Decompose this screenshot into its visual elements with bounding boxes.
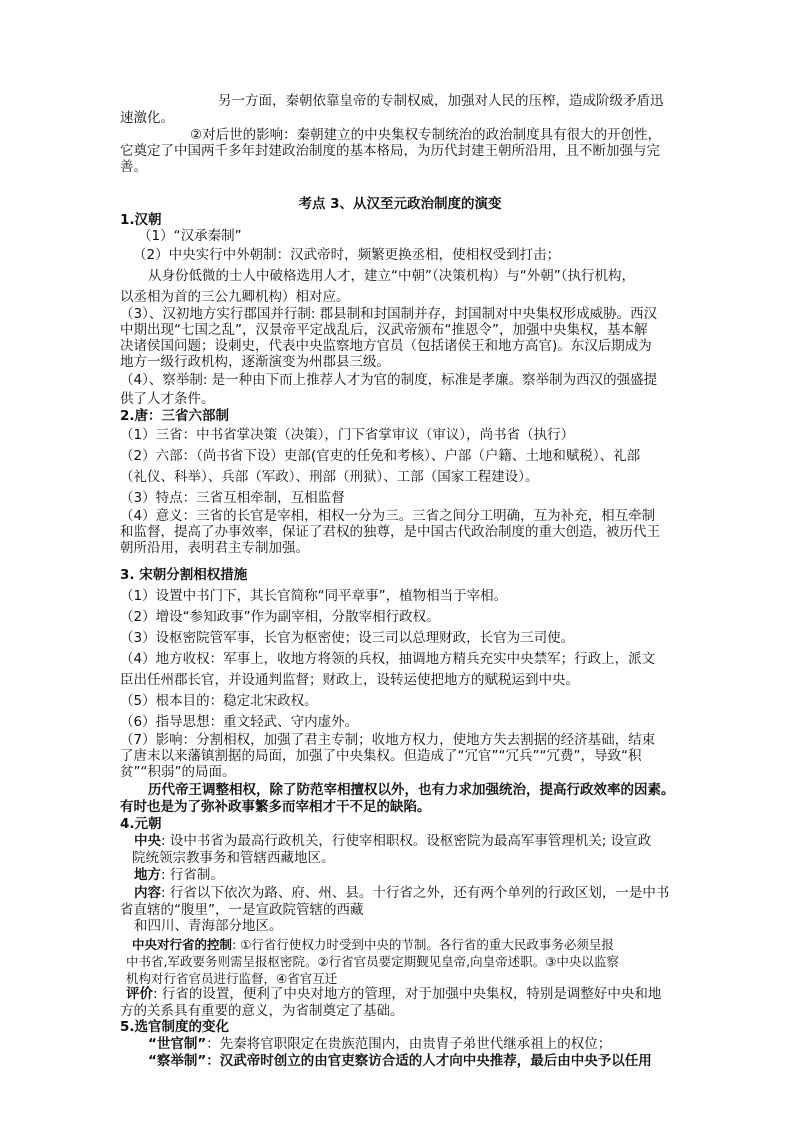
tang-p4a: （4）意义：三省的长官是宰相，相权一分为三。三省之间分工明确，互为补充，相互牵制 [120,508,656,524]
tang-p2b: （礼仪、科举）、兵部（军政）、刑部（刑狱）、工部（国家工程建设）。 [120,469,539,485]
intro-line-5: 善。 [120,159,147,175]
han-p2: （2）中央实行中外朝制：汉武帝时，频繁更换丞相，使相权受到打击； [133,247,561,263]
yuan-control-line-2: 中书省,军政要务则需呈报枢密院。②行省官员要定期觐见皇帝,向皇帝述职。③中央以监察 [126,954,619,969]
song-p7a: （7）影响：分割相权，加强了君主专制；收地方权力，使地方失去割据的经济基础，结束 [120,732,656,748]
han-p3a: 从身份低微的士人中破格选用人才，建立“中朝”（决策机构）与“外朝”（执行机构， [148,268,635,284]
yuan-control-label: 中央对行省的控制 [132,937,233,952]
heading-song: 3. 宋朝分割相权措施 [120,567,248,583]
tang-p3: （3）特点：三省互相牵制，互相监督 [120,490,345,506]
han-p4b: 中期出现“七国之乱”，汉景帝平定战乱后，汉武帝颁布“推恩令”，加强中央集权，基本解 [120,322,648,338]
yuan-content-line-3: 和四川、青海部分地区。 [134,918,283,934]
yuan-content-text: : 行省以下依次为路、府、州、县。十行省之外，还有两个单列的行政区划，一是中书 [161,885,670,901]
yuan-local-label: 地方 [134,867,161,883]
yuan-control-line-3: 机构对行省官员进行监督，④省官互迁 [126,971,338,986]
song-p5: （5）根本目的：稳定北宋政权。 [120,693,318,709]
selection-p1-text: ：先秦将官职限定在贵族范围内，由贵胄子弟世代继承祖上的权位； [206,1036,612,1052]
selection-p2 [148,1053,708,1070]
han-p3b: 以丞相为首的三公九卿机构）相对应。 [120,289,350,305]
selection-p2-text: ：汉武帝时创立的由官吏察访合适的人才向中央推荐，最后由中央予以任用 [206,1053,652,1069]
intro-line-3: ②对后世的影响：秦朝建立的中央集权专制统治的政治制度具有很大的开创性， [190,127,662,143]
han-p1: （1）“汉承秦制” [138,228,242,244]
yuan-local-line [134,867,694,884]
yuan-eval-text: : 行省的设置，便利了中央对地方的管理，对于加强中央集权，特别是调整好中央和地 [153,986,662,1002]
song-note-2: 有时也是为了弥补政事繁多而宰相才干不足的缺陷。 [120,799,431,815]
yuan-central-line-1 [134,833,694,850]
heading-selection: 5.选官制度的变化 [120,1019,230,1035]
heading-tang: 2.唐：三省六部制 [120,408,230,424]
song-p2: （2）增设“参知政事”作为副宰相，分散宰相行政权。 [120,609,440,625]
tang-p1: （1）三省：中书省掌决策（决策），门下省掌审议（审议），尚书省（执行） [120,427,575,443]
intro-line-2: 速激化。 [120,110,174,126]
han-p5b: 供了人才条件。 [120,391,215,407]
song-p6: （6）指导思想：重文轻武、守内虚外。 [120,714,359,730]
song-p4a: （4）地方收权：军事上，收地方将领的兵权，抽调地方精兵充实中央禁军；行政上，派文 [120,651,656,667]
han-p5a: （4）、察举制: 是一种由下而上推荐人才为官的制度，标准是孝廉。察举制为西汉的强盛提 [120,372,658,388]
heading-yuan: 4.元朝 [120,816,162,832]
selection-p1-label: “世官制” [148,1036,207,1052]
intro-line-1: 另一方面，秦朝依靠皇帝的专制权威，加强对人民的压榨，造成阶级矛盾迅 [218,93,664,109]
yuan-control-text: : ①行省行使权力时受到中央的节制。各行省的重大民政事务必须呈报 [232,937,614,952]
song-p7b: 了唐末以来藩镇割据的局面，加强了中央集权。但造成了“冗官”“冗兵”“冗费”，导致“积 [120,748,642,764]
yuan-local-text: : 行省制。 [161,867,224,883]
intro-line-4: 它奠定了中国两千多年封建政治制度的基本格局，为历代封建王朝所沿用，且不断加强与完 [120,143,660,159]
han-p4c: 决诸侯国问题；设刺史，代表中央监察地方官员（包括诸侯王和地方高官)。东汉后期成为 [120,338,652,354]
tang-p4b: 和监督，提高了办事效率，保证了君权的独尊，是中国古代政治制度的重大创造，被历代王 [120,524,660,540]
yuan-content-line-2: 省直辖的“腹里”，一是宣政院管辖的西藏 [120,902,364,918]
yuan-control-line-1 [132,936,692,953]
yuan-content-label: 内容 [134,885,161,901]
yuan-content-line-1 [134,885,694,902]
yuan-central-line-2: 院统领宗教事务和管辖西藏地区。 [132,850,335,866]
han-p4a: （3）、汉初地方实行郡国并行制: 郡县制和封国制并存，封国制对中央集权形成威胁。西汉 [120,306,658,322]
selection-p1 [148,1036,708,1053]
yuan-central-label: 中央 [134,833,161,849]
song-p4b: 臣出任州郡长官，并设通判监督；财政上，设转运使把地方的赋税运到中央。 [120,672,579,688]
song-p1: （1）设置中书门下，其长官简称“同平章事”，植物相当于宰相。 [120,588,508,604]
section-title: 考点 3、从汉至元政治制度的演变 [298,196,502,212]
yuan-central-text: : 设中书省为最高行政机关，行使宰相职权。设枢密院为最高军事管理机关; 设宣政 [161,833,652,849]
yuan-eval-line-1 [126,986,686,1003]
yuan-eval-line-2: 方的关系具有重要的意义，为省制奠定了基础。 [120,1003,404,1019]
tang-p2a: （2）六部：（尚书省下设）吏部(官吏的任免和考核）、户部（户籍、土地和赋税）、礼部 [120,448,641,464]
song-note-1: 历代帝王调整相权，除了防范宰相擅权以外，也有力求加强统治，提高行政效率的因素。 [148,782,675,798]
tang-p4c: 朝所沿用，表明君主专制加强。 [120,540,309,556]
han-p4d: 地方一级行政机构，逐渐演变为州郡县三级。 [120,354,390,370]
heading-han: 1.汉朝 [120,212,162,228]
yuan-eval-label: 评价 [126,986,153,1002]
song-p7c: 贫”“积弱”的局面。 [120,764,236,780]
selection-p2-label: “察举制” [148,1053,207,1069]
song-p3: （3）设枢密院管军事，长官为枢密使；设三司以总理财政，长官为三司使。 [120,630,575,646]
